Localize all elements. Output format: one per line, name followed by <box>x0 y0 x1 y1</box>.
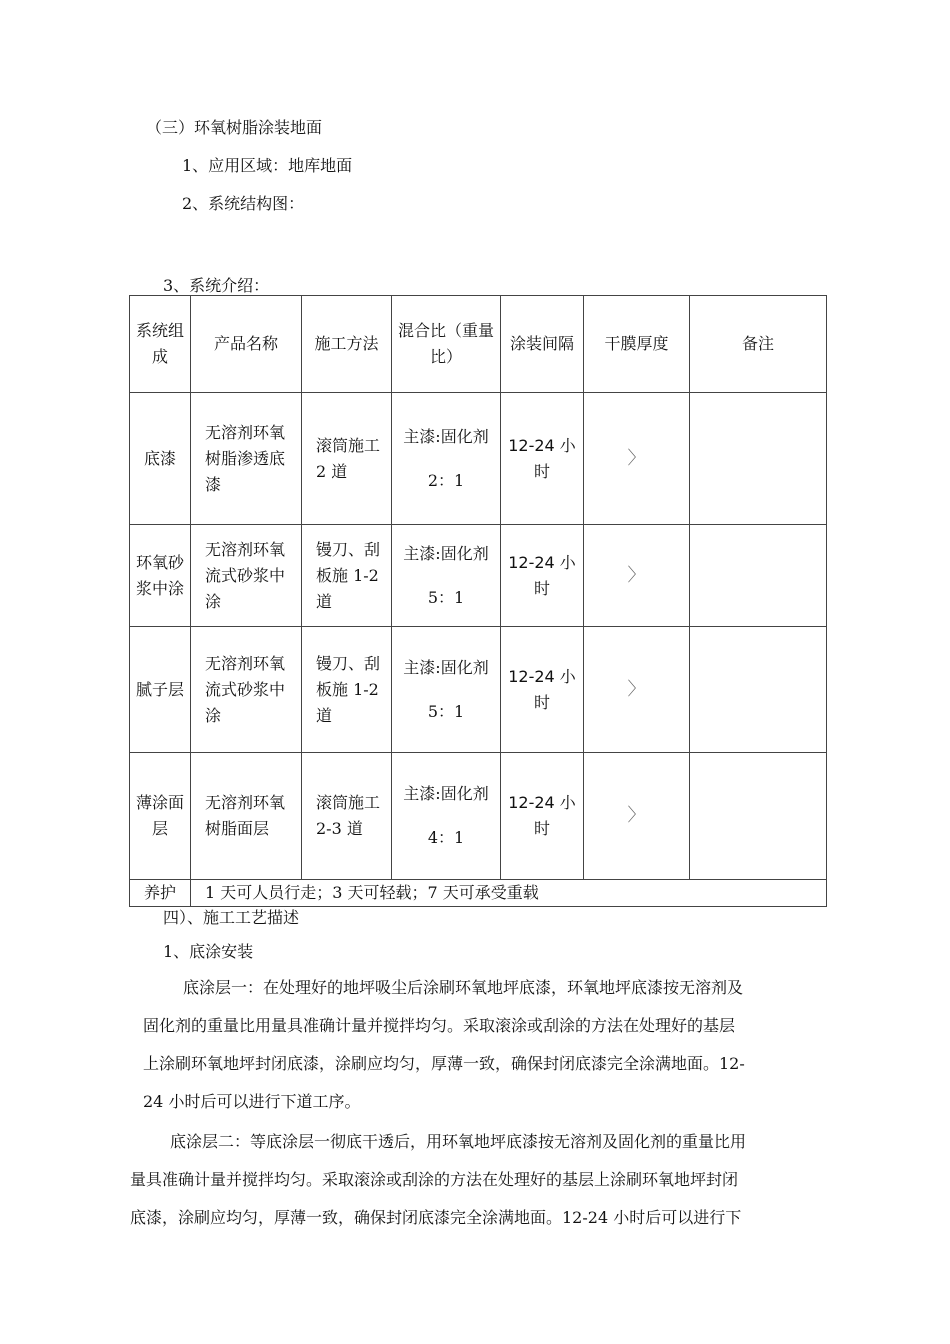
section4-title: 四）、施工工艺描述 <box>163 908 300 927</box>
cell-remark <box>690 393 827 525</box>
paragraph-primer-2 <box>130 1123 820 1237</box>
header-thickness: 干膜厚度 <box>584 296 690 393</box>
header-mix: 混合比（重量比） <box>392 296 501 393</box>
cell-thickness: 〉 <box>584 393 690 525</box>
care-text: 1 天可人员行走；3 天可轻载；7 天可承受重载 <box>191 880 827 907</box>
cell-mix <box>392 525 501 627</box>
cell-remark <box>690 627 827 753</box>
table-row <box>130 393 827 525</box>
cell-method: 镘刀、刮板施 1-2 道 <box>302 525 392 627</box>
mix-label: 主漆:固化剂 <box>403 657 489 677</box>
cell-product: 无溶剂环氧流式砂浆中涂 <box>191 525 302 627</box>
cell-interval: 12-24 小时 <box>501 627 584 753</box>
paragraph-primer-1 <box>143 969 823 1121</box>
cell-interval: 12-24 小时 <box>501 393 584 525</box>
cell-product: 无溶剂环氧树脂面层 <box>191 753 302 880</box>
table-header-row <box>130 296 827 393</box>
cell-mix <box>392 753 501 880</box>
paragraph-line: 24 小时后可以进行下道工序。 <box>143 1092 361 1111</box>
care-row <box>130 880 827 907</box>
table-row <box>130 525 827 627</box>
cell-mix <box>392 393 501 525</box>
cell-interval: 12-24 小时 <box>501 525 584 627</box>
cell-thickness: 〉 <box>584 753 690 880</box>
cell-system: 环氧砂浆中涂 <box>130 525 191 627</box>
table-row <box>130 753 827 880</box>
mix-ratio: 2：1 <box>427 470 465 490</box>
mix-label: 主漆:固化剂 <box>403 784 489 803</box>
paragraph-line: 量具准确计量并搅拌均匀。采取滚涂或刮涂的方法在处理好的基层上涂刷环氧地坪封闭 <box>130 1170 739 1189</box>
section4-sub1: 1、底涂安装 <box>163 942 254 961</box>
mix-label: 主漆:固化剂 <box>403 426 489 446</box>
cell-method: 滚筒施工 2-3 道 <box>302 753 392 880</box>
mix-label: 主漆:固化剂 <box>403 543 489 563</box>
header-product: 产品名称 <box>191 296 302 393</box>
cell-system: 薄涂面层 <box>130 753 191 880</box>
cell-system: 底漆 <box>130 393 191 525</box>
paragraph-line: 底漆，涂刷应均匀，厚薄一致，确保封闭底漆完全涂满地面。12-24 小时后可以进行下 <box>130 1208 742 1227</box>
header-method: 施工方法 <box>302 296 392 393</box>
cell-product: 无溶剂环氧树脂渗透底漆 <box>191 393 302 525</box>
table-row <box>130 627 827 753</box>
system-intro-label: 3、系统介绍： <box>163 276 270 295</box>
system-table <box>129 295 827 907</box>
cell-remark <box>690 753 827 880</box>
section-heading: （三）环氧树脂涂装地面 <box>146 118 323 137</box>
cell-system: 腻子层 <box>130 627 191 753</box>
mix-ratio: 5：1 <box>427 587 465 607</box>
header-interval: 涂装间隔 <box>501 296 584 393</box>
header-system: 系统组成 <box>130 296 191 393</box>
header-remark: 备注 <box>690 296 827 393</box>
mix-ratio: 4：1 <box>427 828 465 847</box>
paragraph-line: 底涂层一：在处理好的地坪吸尘后涂刷环氧地坪底漆，环氧地坪底漆按无溶剂及 <box>183 978 744 997</box>
cell-product: 无溶剂环氧流式砂浆中涂 <box>191 627 302 753</box>
cell-method: 滚筒施工 2 道 <box>302 393 392 525</box>
paragraph-line: 固化剂的重量比用量具准确计量并搅拌均匀。采取滚涂或刮涂的方法在处理好的基层 <box>143 1016 736 1035</box>
application-area: 1、应用区域：地库地面 <box>182 156 353 175</box>
cell-thickness: 〉 <box>584 627 690 753</box>
paragraph-line: 上涂刷环氧地坪封闭底漆，涂刷应均匀，厚薄一致，确保封闭底漆完全涂满地面。12- <box>143 1054 745 1073</box>
paragraph-line: 底涂层二：等底涂层一彻底干透后，用环氧地坪底漆按无溶剂及固化剂的重量比用 <box>170 1132 747 1151</box>
cell-method: 镘刀、刮板施 1-2 道 <box>302 627 392 753</box>
cell-thickness: 〉 <box>584 525 690 627</box>
care-label: 养护 <box>130 880 191 907</box>
cell-remark <box>690 525 827 627</box>
cell-interval: 12-24 小时 <box>501 753 584 880</box>
cell-mix <box>392 627 501 753</box>
structure-diagram-label: 2、系统结构图： <box>182 194 305 213</box>
mix-ratio: 5：1 <box>427 701 465 721</box>
